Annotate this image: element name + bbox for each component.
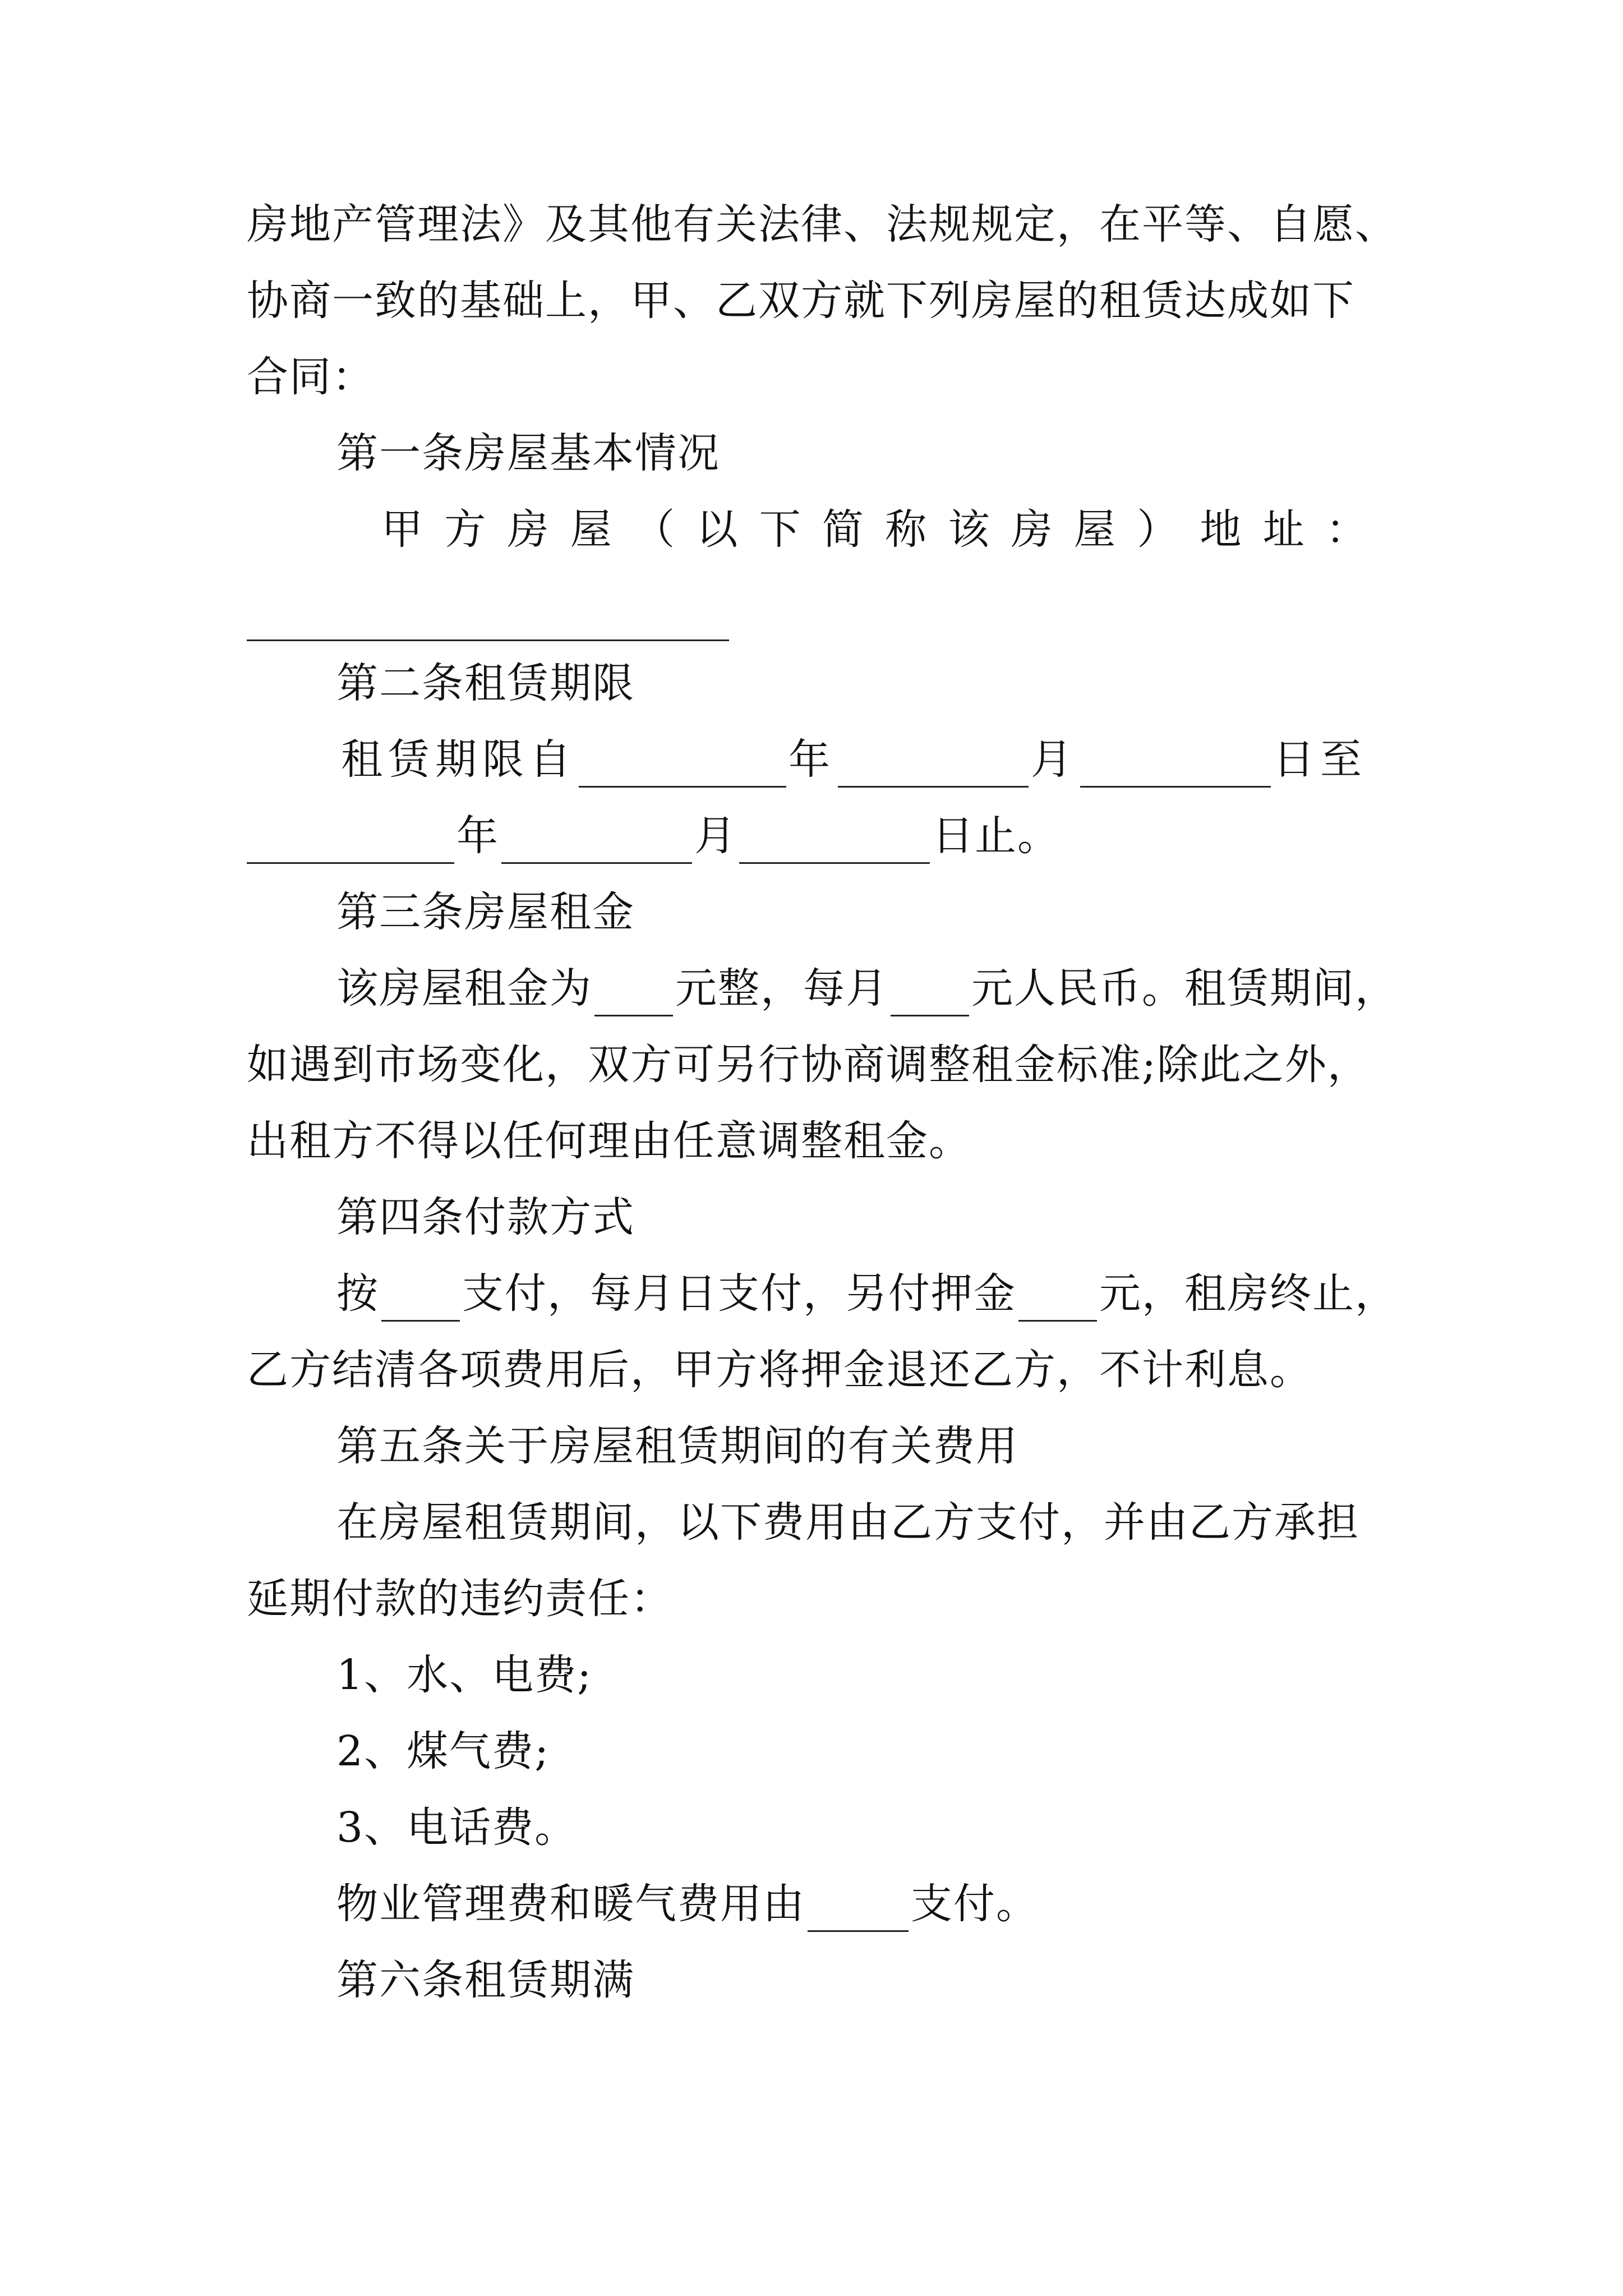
paragraph-line: 协商一致的基础上，甲、乙双方就下列房屋的租赁达成如下 bbox=[247, 277, 1355, 325]
blank-month-end bbox=[501, 824, 692, 864]
address-char: ： bbox=[1325, 505, 1368, 554]
address-char: 该 bbox=[948, 505, 991, 554]
address-line bbox=[381, 501, 1368, 558]
property-fee-line bbox=[336, 1876, 1039, 1932]
rent-line bbox=[336, 960, 1398, 1016]
blank-day-start bbox=[1080, 748, 1271, 788]
address-char: 房 bbox=[507, 505, 550, 554]
section-heading-6: 第六条租赁期满 bbox=[336, 1956, 635, 2004]
address-char: 甲 bbox=[381, 505, 424, 554]
month-label: 月 bbox=[1031, 735, 1078, 784]
list-item: 2、煤气费; bbox=[336, 1727, 550, 1775]
blank-year-end bbox=[247, 824, 454, 864]
paragraph-line: 延期付款的违约责任： bbox=[247, 1575, 673, 1623]
address-blank-line bbox=[247, 639, 729, 641]
address-char: 以 bbox=[696, 505, 739, 554]
lease-term-label: 租赁期限自 bbox=[341, 735, 577, 784]
payment-deposit-label: 支付，每月日支付，另付押金 bbox=[462, 1269, 1016, 1318]
lease-term-line-2 bbox=[247, 808, 1060, 864]
day-end-label: 日止。 bbox=[932, 812, 1060, 860]
day-to-label: 日至 bbox=[1273, 735, 1367, 784]
address-char: 下 bbox=[759, 505, 802, 554]
paragraph-line: 合同： bbox=[247, 353, 375, 401]
paragraph-line: 如遇到市场变化，双方可另行协商调整租金标准;除此之外， bbox=[247, 1041, 1370, 1089]
address-char: 地 bbox=[1200, 505, 1243, 554]
address-char: 址 bbox=[1262, 505, 1306, 554]
address-char: 屋 bbox=[1073, 505, 1117, 554]
section-heading-2: 第二条租赁期限 bbox=[336, 659, 635, 707]
blank-property-fee-payer bbox=[808, 1892, 909, 1932]
lease-term-line bbox=[341, 731, 1367, 788]
blank-month-start bbox=[838, 748, 1029, 788]
blank-rent-total bbox=[594, 977, 673, 1016]
section-heading-1: 第一条房屋基本情况 bbox=[336, 429, 720, 477]
address-char: 房 bbox=[1011, 505, 1054, 554]
section-heading-3: 第三条房屋租金 bbox=[336, 888, 635, 936]
address-char: 称 bbox=[885, 505, 928, 554]
year-label: 年 bbox=[457, 812, 499, 860]
rent-currency-label: 元人民币。租赁期间， bbox=[971, 964, 1398, 1013]
blank-deposit-amount bbox=[1018, 1282, 1097, 1322]
blank-payment-method bbox=[381, 1282, 460, 1322]
list-item: 1、水、电费; bbox=[336, 1651, 593, 1699]
address-char: 方 bbox=[444, 505, 487, 554]
paragraph-line: 房地产管理法》及其他有关法律、法规规定，在平等、自愿、 bbox=[247, 200, 1398, 249]
address-char: （ bbox=[633, 505, 676, 554]
month-label: 月 bbox=[694, 812, 737, 860]
list-item: 3、电话费。 bbox=[336, 1803, 578, 1852]
section-heading-4: 第四条付款方式 bbox=[336, 1193, 635, 1241]
blank-rent-monthly bbox=[891, 977, 969, 1016]
payment-line bbox=[336, 1266, 1398, 1322]
payment-prefix: 按 bbox=[336, 1269, 379, 1318]
property-fee-label: 物业管理费和暖气费用由 bbox=[336, 1880, 805, 1928]
paragraph-line: 在房屋租赁期间，以下费用由乙方支付，并由乙方承担 bbox=[336, 1498, 1359, 1547]
rent-monthly-label: 元整，每月 bbox=[675, 964, 888, 1013]
rent-label: 该房屋租金为 bbox=[336, 964, 592, 1013]
payment-termination-label: 元，租房终止， bbox=[1099, 1269, 1398, 1318]
property-fee-suffix: 支付。 bbox=[911, 1880, 1039, 1928]
blank-day-end bbox=[739, 824, 930, 864]
year-label: 年 bbox=[789, 735, 836, 784]
paragraph-line: 出租方不得以任何理由任意调整租金。 bbox=[247, 1117, 971, 1165]
address-char: 屋 bbox=[570, 505, 613, 554]
paragraph-line: 乙方结清各项费用后，甲方将押金退还乙方，不计利息。 bbox=[247, 1346, 1312, 1394]
blank-year-start bbox=[579, 748, 786, 788]
address-char: ） bbox=[1137, 505, 1180, 554]
address-char: 简 bbox=[822, 505, 865, 554]
section-heading-5: 第五条关于房屋租赁期间的有关费用 bbox=[336, 1422, 1018, 1470]
